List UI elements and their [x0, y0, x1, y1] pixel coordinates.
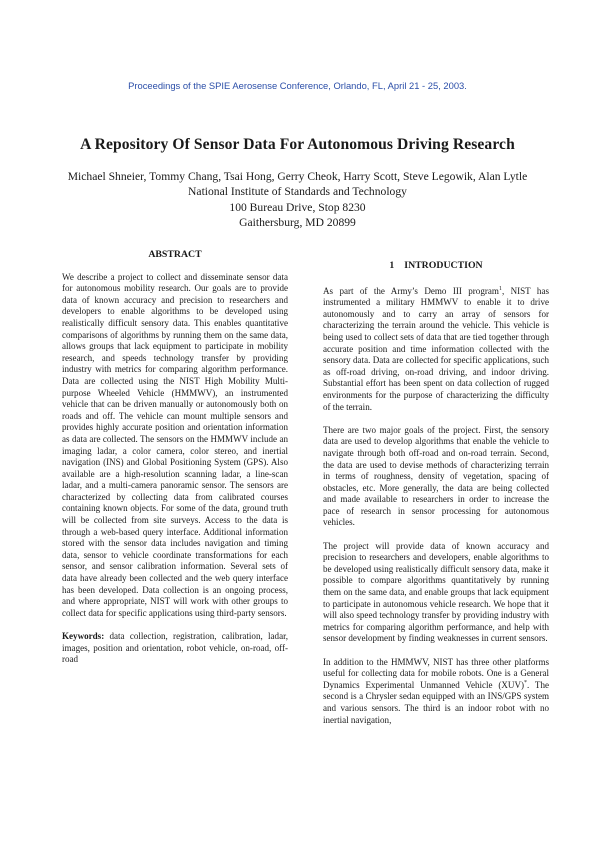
intro-paragraph-1: [323, 286, 549, 414]
intro-p4-end: . The second is a Chrysler sedan equipped with an INS/GPS system and various sensors. The third is an indoor robot with no inertial navigation,: [323, 679, 549, 725]
paper-title: A Repository Of Sensor Data For Autonomous Driving Research: [80, 136, 515, 153]
proceedings-header: Proceedings of the SPIE Aerosense Conference, Orlando, FL, April 21 - 25, 2003.: [128, 80, 467, 91]
footnote-marker-star: *: [524, 679, 527, 686]
section-number: 1: [389, 260, 395, 271]
intro-p1-end: , NIST has instrumented a military HMMWV to enable it to drive autonomously and to carry an array of sensors for characterizing the terrain around the vehicle. This vehicle is being used to collect sets of data that are tied together through accurate position and time information collected with the sensory data. Data are collected for specific applications, such as off-road driving, on-road driving, and indoor driving. Substantial effort has been spent on data collection of rugged environments for the purpose of characterizing the difficulty of the terrain.: [323, 285, 549, 412]
keywords-text: data collection, registration, calibration, ladar, images, position and orientation, robot vehicle, on-road, off-road: [62, 631, 288, 665]
section-title: INTRODUCTION: [404, 260, 483, 271]
abstract-heading: ABSTRACT: [148, 249, 202, 260]
address-line-1: 100 Bureau Drive, Stop 8230: [229, 200, 366, 214]
footnote-marker-1: 1: [498, 285, 502, 292]
right-column: [323, 260, 549, 738]
keywords-label: Keywords:: [62, 631, 105, 641]
abstract-text: We describe a project to collect and disseminate sensor data for autonomous mobility research. Our goals are to provide data of known accuracy and precision to researchers and developers to enable algorithms to be developed using realistically difficult sensory data. This enables quantitative comparisons of algorithms by running them on the same data, allows groups that lack equipment to participate in mobility research, and speeds technology transfer by providing industry with metrics for comparing algorithm performance. Data are collected using the NIST High Mobility Multi-purpose Wheeled Vehicle (HMMWV), an instrumented vehicle that can be driven manually or autonomously both on roads and off. The vehicle can mount multiple sensors and provides highly accurate position and orientation information as data are collected. The sensors on the HMMWV include an imaging ladar, a color camera, color stereo, and inertial navigation (INS) and Global Positioning System (GPS). Also available are a high-resolution scanning ladar, a line-scan ladar, and a multi-camera panoramic sensor. The sensors are characterized by collecting data from calibrated courses containing known objects. For some of the data, ground truth will be collected from site surveys. Access to the data is through a web-based query interface. Additional information stored with the sensor data includes navigation and timing data, sensor to vehicle coordinate transformations for each sensor, and sensor calibration information. Several sets of data have already been collected and the web query interface has been developed. Data collection is an ongoing process, and where appropriate, NIST will work with other groups to collect data for specific applications using third-party sensors.: [62, 271, 288, 618]
author-list: Michael Shneier, Tommy Chang, Tsai Hong, Gerry Cheok, Harry Scott, Steve Legowik, Alan Lytle: [67, 170, 528, 183]
intro-paragraph-4: [323, 657, 549, 727]
intro-paragraph-2: There are two major goals of the project. First, the sensory data are used to develop algorithms that enable the vehicle to navigate through both off-road and on-road terrain. Second, the data are used to devise methods of characterizing terrain in terms of roughness, density of vegetation, spacing of obstacles, etc. More generally, the data are being collected and made available to researchers in order to increase the pace of research in sensor processing for autonomous vehicles.: [323, 424, 549, 528]
affiliation: National Institute of Standards and Technology: [188, 185, 407, 199]
intro-p1-start: As part of the Army’s Demo III program: [323, 285, 499, 296]
introduction-heading: [323, 260, 549, 272]
intro-paragraph-3: The project will provide data of known accuracy and precision to researchers and developers, enable algorithms to be developed using realistically difficult sensory data, make it possible to compare algorithms quantitatively by running them on the same data, and enable groups that lack equipment to participate in autonomous vehicle research. We hope that it will also speed technology transfer by providing industry with metrics for comparing algorithm performance, and help with sensor development by finding weaknesses in current sensors.: [323, 540, 549, 644]
author-block: [0, 169, 595, 231]
intro-p4-start: In addition to the HMMWV, NIST has three other platforms useful for collecting data for mobile robots. One is a General Dynamics Experimental Unmanned Vehicle (XUV): [323, 656, 549, 690]
left-column: [62, 249, 288, 677]
address-line-2: Gaithersburg, MD 20899: [239, 216, 356, 230]
keywords-paragraph: [62, 631, 288, 666]
